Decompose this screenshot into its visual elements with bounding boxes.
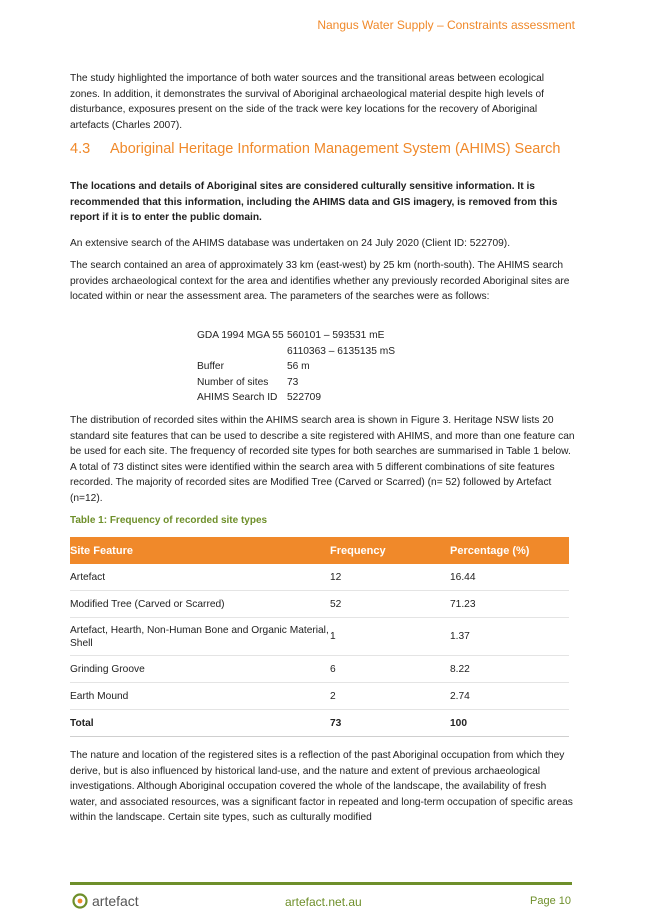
paragraph-search-date: An extensive search of the AHIMS database was undertaken on 24 July 2020 (Client ID: 522709). [70,238,511,249]
param-key: GDA 1994 MGA 55 [197,330,284,341]
column-header: Percentage (%) [450,537,569,564]
artefact-logo [72,893,139,909]
table-caption: Table 1: Frequency of recorded site types [70,515,268,526]
param-row [197,390,395,406]
section-heading [70,141,561,157]
site-types-table [70,537,569,737]
table-row [70,656,569,683]
sensitivity-notice: The locations and details of Aboriginal sites are considered culturally sensitive information. It is recommended that this information, including the AHIMS data and GIS imagery, is removed from this report if it is to enter the public domain. [70,181,558,223]
param-row [197,328,395,344]
table-row [70,591,569,618]
param-value: 56 m [287,361,310,372]
table-cell: Total [70,710,330,737]
table-cell: 1 [330,618,450,656]
table-cell: 100 [450,710,569,737]
column-header: Frequency [330,537,450,564]
table-cell: 73 [330,710,450,737]
footer-divider [70,882,572,885]
footer-url: artefact.net.au [285,895,362,909]
table-cell: 71.23 [450,591,569,618]
param-value: 522709 [287,392,321,403]
table-cell: 1.37 [450,618,569,656]
table-cell: 16.44 [450,564,569,591]
logo-text: artefact [92,893,139,909]
table-cell: Artefact, Hearth, Non-Human Bone and Organic Material, Shell [70,618,330,656]
param-value: 73 [287,376,299,388]
paragraph-distribution: The distribution of recorded sites within the AHIMS search area is shown in Figure 3. Heritage NSW lists 20 standard site features that can be used to describe a site registered with AHIMS, and more than one feature can be used for each site. The frequency of recorded site types for both searches are summarised in Table 1 below. A total of 73 distinct sites were identified within the search area with 5 different combinations of site features recorded. The majority of recorded sites are Modified Tree (Carved or Scarred) (n= 52) followed by Artefact (n=12). [70,415,575,504]
table-cell: Earth Mound [70,683,330,710]
table-cell: 6 [330,656,450,683]
table-cell: Grinding Groove [70,656,330,683]
param-key: Buffer [197,361,224,372]
param-value: 560101 – 593531 mE [287,330,385,341]
section-number: 4.3 [70,141,91,157]
paragraph-intro: The study highlighted the importance of both water sources and the transitional areas between ecological zones. In addition, it demonstrates the survival of Aboriginal archaeological material despite high levels of disturbance, exposures present on the side of the track were key locations for the recovery of Aboriginal artefacts (Charles 2007). [70,73,545,131]
table-row [70,683,569,710]
param-key: Number of sites [197,376,269,388]
logo-icon [72,893,88,909]
table-total-row [70,710,569,737]
table-cell: Modified Tree (Carved or Scarred) [70,591,330,618]
paragraph-search-area: The search contained an area of approximately 33 km (east-west) by 25 km (north-south). The AHIMS search provides archaeological context for the area and identifies whether any previously recorded Aboriginal sites are located within or near the assessment area. The parameters of the searches were as follows: [70,260,570,302]
table-cell: 8.22 [450,656,569,683]
page-number: Page 10 [530,895,571,907]
search-parameters [197,328,395,406]
table-row [70,564,569,591]
param-key [197,344,287,360]
table-cell: Artefact [70,564,330,591]
table-cell: 12 [330,564,450,591]
param-value: 6110363 – 6135135 mS [287,345,396,357]
paragraph-site-nature: The nature and location of the registered sites is a reflection of the past Aboriginal occupation from which they derive, but is also influenced by historical land-use, and the nature and extent of previous archaeological investigations. Although Aboriginal occupation covered the whole of the landscape, the availability of fresh water, and associated resources, was a significant factor in repeated and long-term occupation of specific areas within the landscape. Certain site types, such as culturally modified [70,750,573,823]
param-row [197,344,395,360]
table-header-row [70,537,569,564]
param-row [197,375,395,391]
table-cell: 52 [330,591,450,618]
param-key: AHIMS Search ID [197,392,278,403]
table-cell: 2 [330,683,450,710]
param-row [197,359,395,375]
running-header: Nangus Water Supply – Constraints assessment [317,18,575,32]
table-cell: 2.74 [450,683,569,710]
section-title: Aboriginal Heritage Information Management System (AHIMS) Search [110,141,561,157]
table-row [70,618,569,656]
column-header: Site Feature [70,537,330,564]
